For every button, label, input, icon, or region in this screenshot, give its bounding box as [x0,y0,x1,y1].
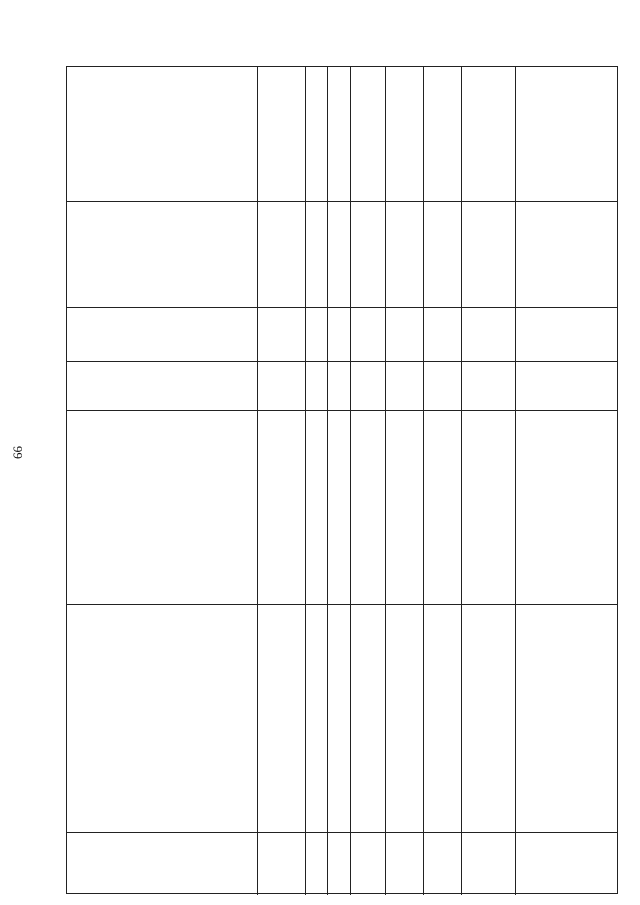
row-separator [461,67,462,895]
row-separator [423,67,424,895]
page-number: 66 [10,446,25,459]
column-separator [67,201,618,202]
row-separator [515,67,516,895]
column-separator [67,361,618,362]
row-separator [305,67,306,895]
row-separator [385,67,386,895]
row-separator [327,67,328,895]
column-separator [67,832,618,833]
row-separator [350,67,351,895]
row-separator [257,67,258,895]
column-separator [67,604,618,605]
column-separator [67,410,618,411]
inspection-table [66,66,618,894]
column-separator [67,307,618,308]
